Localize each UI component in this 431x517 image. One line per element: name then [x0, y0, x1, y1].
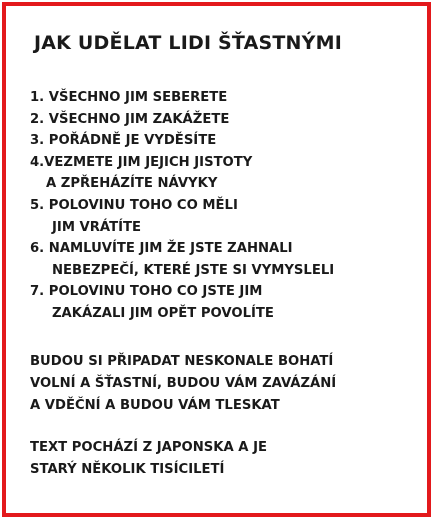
step-2: 2. VŠECHNO JIM ZAKÁŽETE	[30, 111, 230, 127]
step-4: 4.VEZMETE JIM JEJICH JISTOTY	[30, 154, 253, 170]
red-border-frame	[2, 2, 431, 517]
poster-title: JAK UDĚLAT LIDI ŠŤASTNÝMI	[34, 32, 342, 54]
steps-list	[30, 87, 410, 325]
step-6: 6. NAMLUVÍTE JIM ŽE JSTE ZAHNALI	[30, 241, 293, 257]
result-line-2: VOLNÍ A ŠŤASTNÍ, BUDOU VÁM ZAVÁZÁNÍ	[30, 375, 337, 391]
origin-paragraph	[30, 437, 410, 481]
step-5: 5. POLOVINU TOHO CO MĚLI	[30, 197, 238, 213]
step-6-continued: NEBEZPEČÍ, KTERÉ JSTE SI VYMYSLELI	[52, 262, 335, 278]
step-4-continued: A ZPŘEHÁZÍTE NÁVYKY	[46, 176, 218, 192]
step-3: 3. POŘÁDNĚ JE VYDĚSÍTE	[30, 133, 217, 149]
step-7-continued: ZAKÁZALI JIM OPĚT POVOLÍTE	[52, 305, 274, 321]
result-line-3: A VDĚČNÍ A BUDOU VÁM TLESKAT	[30, 397, 280, 413]
step-1: 1. VŠECHNO JIM SEBERETE	[30, 90, 228, 105]
poster-content	[30, 32, 410, 481]
origin-line-1: TEXT POCHÁZÍ Z JAPONSKA A JE	[30, 439, 268, 455]
step-5-continued: JIM VRÁTÍTE	[52, 219, 141, 235]
result-line-1: BUDOU SI PŘIPADAT NESKONALE BOHATÍ	[30, 353, 334, 369]
step-7: 7. POLOVINU TOHO CO JSTE JIM	[30, 284, 263, 300]
result-paragraph	[30, 351, 410, 417]
origin-line-2: STARÝ NĚKOLIK TISÍCILETÍ	[30, 461, 225, 477]
